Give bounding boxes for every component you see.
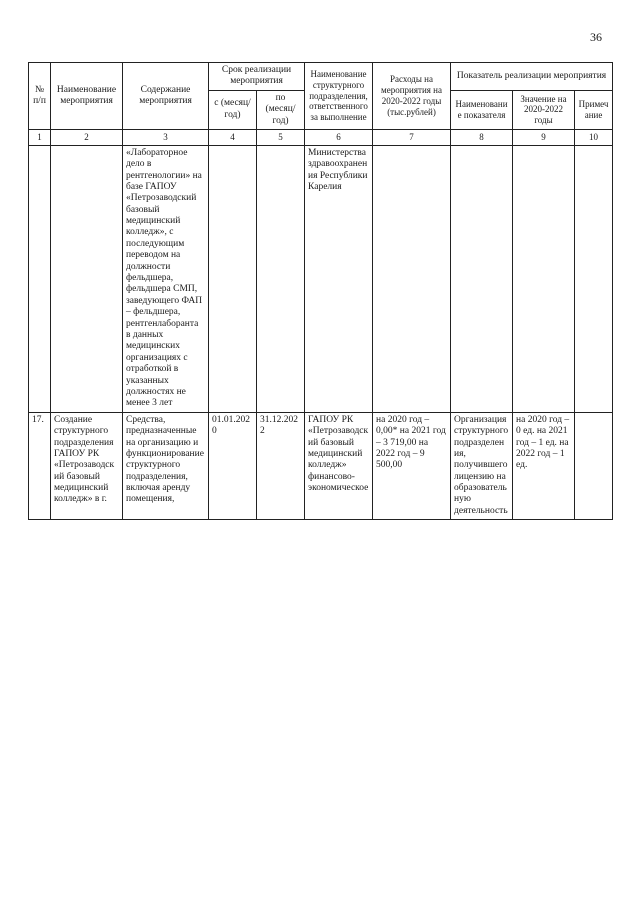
column-number: 10: [575, 129, 613, 145]
header-term-group: Срок реализации мероприятия: [209, 63, 305, 91]
header-note: Примечание: [575, 90, 613, 129]
note: [575, 412, 613, 520]
indicator-name: [451, 145, 513, 412]
column-number: 6: [305, 129, 373, 145]
activity-name: Создание структурного подразделения ГАПОУ РК «Петрозаводский базовый медицинский колледж» в г.: [51, 412, 123, 520]
header-activity-name: Наименование мероприятия: [51, 63, 123, 130]
header-number: № п/п: [29, 63, 51, 130]
activity-name: [51, 145, 123, 412]
activities-table: [28, 62, 613, 520]
column-number: 3: [123, 129, 209, 145]
header-activity-content: Содержание мероприятия: [123, 63, 209, 130]
column-number: 9: [513, 129, 575, 145]
activity-content: «Лабораторное дело в рентгенологии» на базе ГАПОУ «Петрозаводский базовый медицинский колледж», с последующим переводом на должности фельдшера, фельдшера СМП, заведующего ФАП – фельдшера, рентгенлаборанта в данных медицинских организациях с отработкой в указанных должностях не менее 3 лет: [123, 145, 209, 412]
row-number: [29, 145, 51, 412]
column-number: 1: [29, 129, 51, 145]
header-term-to: по (месяц/ год): [257, 90, 305, 129]
header-term-from: с (месяц/ год): [209, 90, 257, 129]
expenses: на 2020 год – 0,00* на 2021 год – 3 719,00 на 2022 год – 9 500,00: [373, 412, 451, 520]
header-indicator-name: Наименование показателя: [451, 90, 513, 129]
header-responsible: Наименование структурного подразделения, ответственного за выполнение: [305, 63, 373, 130]
column-number: 2: [51, 129, 123, 145]
table-row: [29, 145, 613, 412]
term-from: [209, 145, 257, 412]
term-from: 01.01.2020: [209, 412, 257, 520]
indicator-value: [513, 145, 575, 412]
header-indicator-group: Показатель реализации мероприятия: [451, 63, 613, 91]
term-to: [257, 145, 305, 412]
page-number: 36: [590, 30, 602, 44]
column-numbers-row: [29, 129, 613, 145]
term-to: 31.12.2022: [257, 412, 305, 520]
column-number: 5: [257, 129, 305, 145]
responsible-unit: ГАПОУ РК «Петрозаводский базовый медицинский колледж» финансово-экономическое: [305, 412, 373, 520]
row-number: 17.: [29, 412, 51, 520]
column-number: 7: [373, 129, 451, 145]
indicator-name: Организация структурного подразделения, получившего лицензию на образовательную деятельность: [451, 412, 513, 520]
activity-content: Средства, предназначенные на организацию и функционирование структурного подразделения, включая аренду помещения,: [123, 412, 209, 520]
header-expenses: Расходы на мероприятия на 2020-2022 годы (тыс.рублей): [373, 63, 451, 130]
column-number: 4: [209, 129, 257, 145]
note: [575, 145, 613, 412]
expenses: [373, 145, 451, 412]
responsible-unit: Министерства здравоохранения Республики Карелия: [305, 145, 373, 412]
indicator-value: на 2020 год – 0 ед. на 2021 год – 1 ед. на 2022 год – 1 ед.: [513, 412, 575, 520]
header-indicator-value: Значение на 2020-2022 годы: [513, 90, 575, 129]
table-row: [29, 412, 613, 520]
column-number: 8: [451, 129, 513, 145]
